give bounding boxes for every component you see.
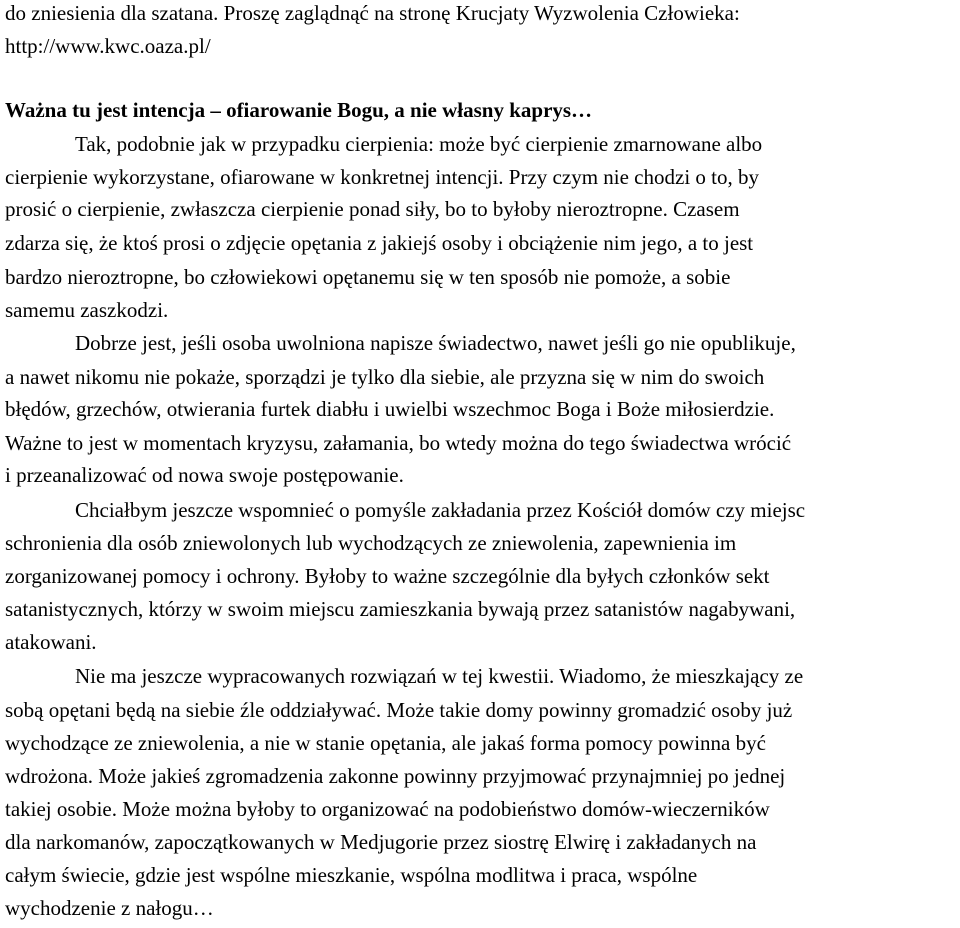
section-heading: Ważna tu jest intencja – ofiarowanie Bogu, a nie własny kaprys… — [5, 98, 593, 122]
paragraph-first-line: Dobrze jest, jeśli osoba uwolniona napisze świadectwo, nawet jeśli go nie opublikuje, — [75, 331, 796, 355]
url-link[interactable]: http://www.kwc.oaza.pl/ — [5, 34, 211, 58]
text-line: cierpienie wykorzystane, ofiarowane w konkretnej intencji. Przy czym nie chodzi o to, by — [5, 165, 759, 189]
text-line: schronienia dla osób zniewolonych lub wychodzących ze zniewolenia, zapewnienia im — [5, 531, 737, 555]
text-line: zdarza się, że ktoś prosi o zdjęcie opętania z jakiejś osoby i obciążenie nim jego, a to jest — [5, 231, 754, 255]
text-line: Ważne to jest w momentach kryzysu, załamania, bo wtedy można do tego świadectwa wrócić — [5, 431, 792, 455]
text-line: do zniesienia dla szatana. Proszę zaglądnąć na stronę Krucjaty Wyzwolenia Człowieka: — [5, 1, 740, 25]
text-line: sobą opętani będą na siebie źle oddziaływać. Może takie domy powinny gromadzić osoby już — [5, 698, 793, 722]
paragraph-first-line: Chciałbym jeszcze wspomnieć o pomyśle zakładania przez Kościół domów czy miejsc — [75, 498, 806, 522]
text-line: wychodzące ze zniewolenia, a nie w stanie opętania, ale jakaś forma pomocy powinna być — [5, 731, 766, 755]
paragraph-first-line: Tak, podobnie jak w przypadku cierpienia: może być cierpienie zmarnowane albo — [75, 132, 763, 156]
text-line: wdrożona. Może jakieś zgromadzenia zakonne powinny przyjmować przynajmniej po jednej — [5, 764, 786, 788]
text-line: wychodzenie z nałogu… — [5, 896, 214, 920]
text-line: bardzo nieroztropne, bo człowiekowi opętanemu się w ten sposób nie pomoże, a sobie — [5, 265, 731, 289]
text-line: satanistycznych, którzy w swoim miejscu zamieszkania bywają przez satanistów nagabywani, — [5, 597, 796, 621]
text-line: całym świecie, gdzie jest wspólne mieszkanie, wspólna modlitwa i praca, wspólne — [5, 863, 698, 887]
text-line: błędów, grzechów, otwierania furtek diabłu i uwielbi wszechmoc Boga i Boże miłosierdzie. — [5, 397, 775, 421]
text-line: dla narkomanów, zapoczątkowanych w Medjugorie przez siostrę Elwirę i zakładanych na — [5, 830, 757, 854]
text-line: i przeanalizować od nowa swoje postępowanie. — [5, 463, 404, 487]
text-line: takiej osobie. Może można byłoby to organizować na podobieństwo domów-wieczerników — [5, 797, 770, 821]
text-line: zorganizowanej pomocy i ochrony. Byłoby to ważne szczególnie dla byłych członków sekt — [5, 564, 770, 588]
paragraph-first-line: Nie ma jeszcze wypracowanych rozwiązań w tej kwestii. Wiadomo, że mieszkający ze — [75, 664, 804, 688]
text-line: a nawet nikomu nie pokaże, sporządzi je tylko dla siebie, ale przyzna się w nim do swoich — [5, 365, 765, 389]
text-line: prosić o cierpienie, zwłaszcza cierpienie ponad siły, bo to byłoby nieroztropne. Czasem — [5, 197, 740, 221]
text-line: samemu zaszkodzi. — [5, 298, 169, 322]
text-line: atakowani. — [5, 630, 97, 654]
